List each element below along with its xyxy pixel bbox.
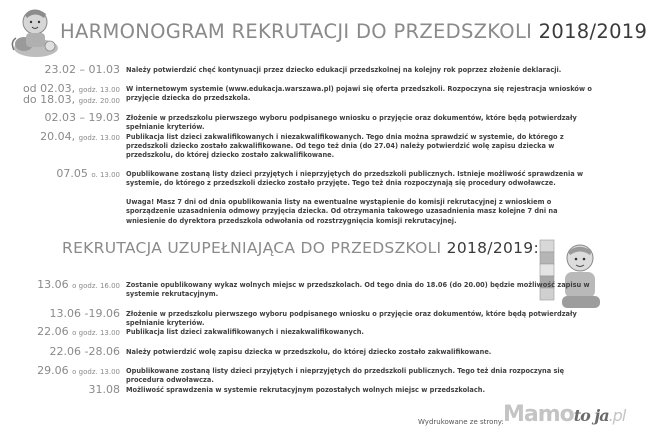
schedule-text: Opublikowane zostaną listy dzieci przyjętych i nieprzyjętych do przedszkoli publicznych. Istnieje możliwość sprawdzenia w systemie, do którego z przedszkoli dziecko zostało przyjęte. Tego też dnia rozpoczynają się procedury odwoławcze. [126,170,584,187]
time-value: o godz. 16.00 [72,282,120,290]
title-main: HARMONOGRAM REKRUTACJI DO PRZEDSZKOLI [60,20,533,43]
schedule-date: 22.06 -28.06 [49,345,120,358]
schedule-date: 13.06 -19.06 [49,307,120,320]
schedule-text: Złożenie w przedszkolu pierwszego wyboru podpisanego wniosku o przyjęcie oraz dokumentów, które będą potwierdzały spełnianie kryteriów. [126,310,577,327]
date-from: od 02.03, [22,82,76,95]
schedule-date [37,326,120,339]
site-logo[interactable] [503,402,625,427]
schedule-date [23,94,120,107]
schedule-text: Zostanie opublikowany wykaz wolnych miejsc w przedszkolach. Od tego dnia do 18.06 (do 20.00) będzie możliwość zapisu w systemie rekrutacyjnym. [126,281,590,298]
schedule-date [37,365,120,378]
schedule-text: Złożenie w przedszkolu pierwszego wyboru podpisanego wniosku o przyjęcie oraz dokumentów, które będą potwierdzały spełnianie kryteriów. [126,114,577,131]
schedule-date [40,131,120,144]
schedule-date: 02.03 – 19.03 [44,111,120,124]
schedule-text: Publikacja list dzieci zakwalifikowanych i niezakwalifikowanych. Tego dnia można sprawdzić w systemie, do którego z przedszkoli dziecko zostało zakwalifikowane. Od tego też dnia (do 27.04) należy potwierdzić wolę zapisu dziecka w przedszkolu, do której dziecko zostało zakwalifikowane. [126,133,564,159]
date-value: 07.05 [56,167,88,180]
schedule-text: W internetowym systemie (www.edukacja.warszawa.pl) pojawi się oferta przedszkoli. Rozpoczyna się rejestracja wniosków o przyjęcie dziecka do przedszkola. [126,85,592,102]
page-title [60,20,647,43]
warning-note: Uwaga! Masz 7 dni od dnia opublikowania listy na ewentualne wystąpienie do komisji rekrutacyjnej z wnioskiem o sporządzenie uzasadnienia odmowy przyjęcia dziecka. Od otrzymania takowego uzasadnienia masz kolejne 7 dni na wniesienie do dyrektora przedszkola odwołania od rozstrzygnięcia komisji rekrutacyjnej. [126,198,558,225]
schedule-text: Opublikowane zostaną listy dzieci przyjętych i nieprzyjętych do przedszkoli publicznych. Tego też dnia rozpoczyna się procedura odwoławcza. [126,367,565,384]
title-year: 2018/2019 [538,20,647,43]
child-with-blocks-illustration-icon [538,240,604,312]
logo-ja: to ja [573,406,609,425]
time-from: godz. 13.00 [78,86,120,94]
date-value: 29.06 [37,364,69,377]
time-value: o godz. 13.00 [72,368,120,376]
schedule-date [56,168,120,181]
schedule-text: Możliwość sprawdzenia w systemie rekrutacyjnym pozostałych wolnych miejsc w przedszkolach. [126,386,485,394]
schedule-date: 23.02 – 01.03 [44,63,120,76]
logo-tld: .pl [608,406,626,425]
time-value: o godz. 13.00 [72,329,120,337]
schedule-date: 31.08 [88,383,120,396]
time-value: godz. 13.00 [78,134,120,142]
section-title [62,239,539,257]
time-to: godz. 20.00 [78,97,120,105]
date-to: do 18.03, [22,93,76,106]
date-value: 20.04, [40,130,76,143]
logo-main: Mamo [503,402,574,427]
section-title-year: 2018/2019: [446,239,539,257]
footer-label: Wydrukowane ze strony: [418,418,504,426]
time-value: o. 13.00 [91,171,120,179]
schedule-text: Publikacja list dzieci zakwalifikowanych i niezakwalifikowanych. [126,328,364,336]
schedule-text: Należy potwierdzić wolę zapisu dziecka w przedszkolu, do której dziecko zostało zakwalifikowane. [126,348,492,356]
schedule-date [37,279,120,292]
schedule-text: Należy potwierdzić chęć kontynuacji przez dziecko edukacji przedszkolnej na kolejny rok poprzez złożenie deklaracji. [126,66,562,74]
section-title-main: REKRUTACJA UZUPEŁNIAJĄCA DO PRZEDSZKOLI [62,239,442,257]
date-value: 13.06 [37,278,69,291]
child-with-toy-illustration-icon [6,4,60,60]
date-value: 22.06 [37,325,69,338]
